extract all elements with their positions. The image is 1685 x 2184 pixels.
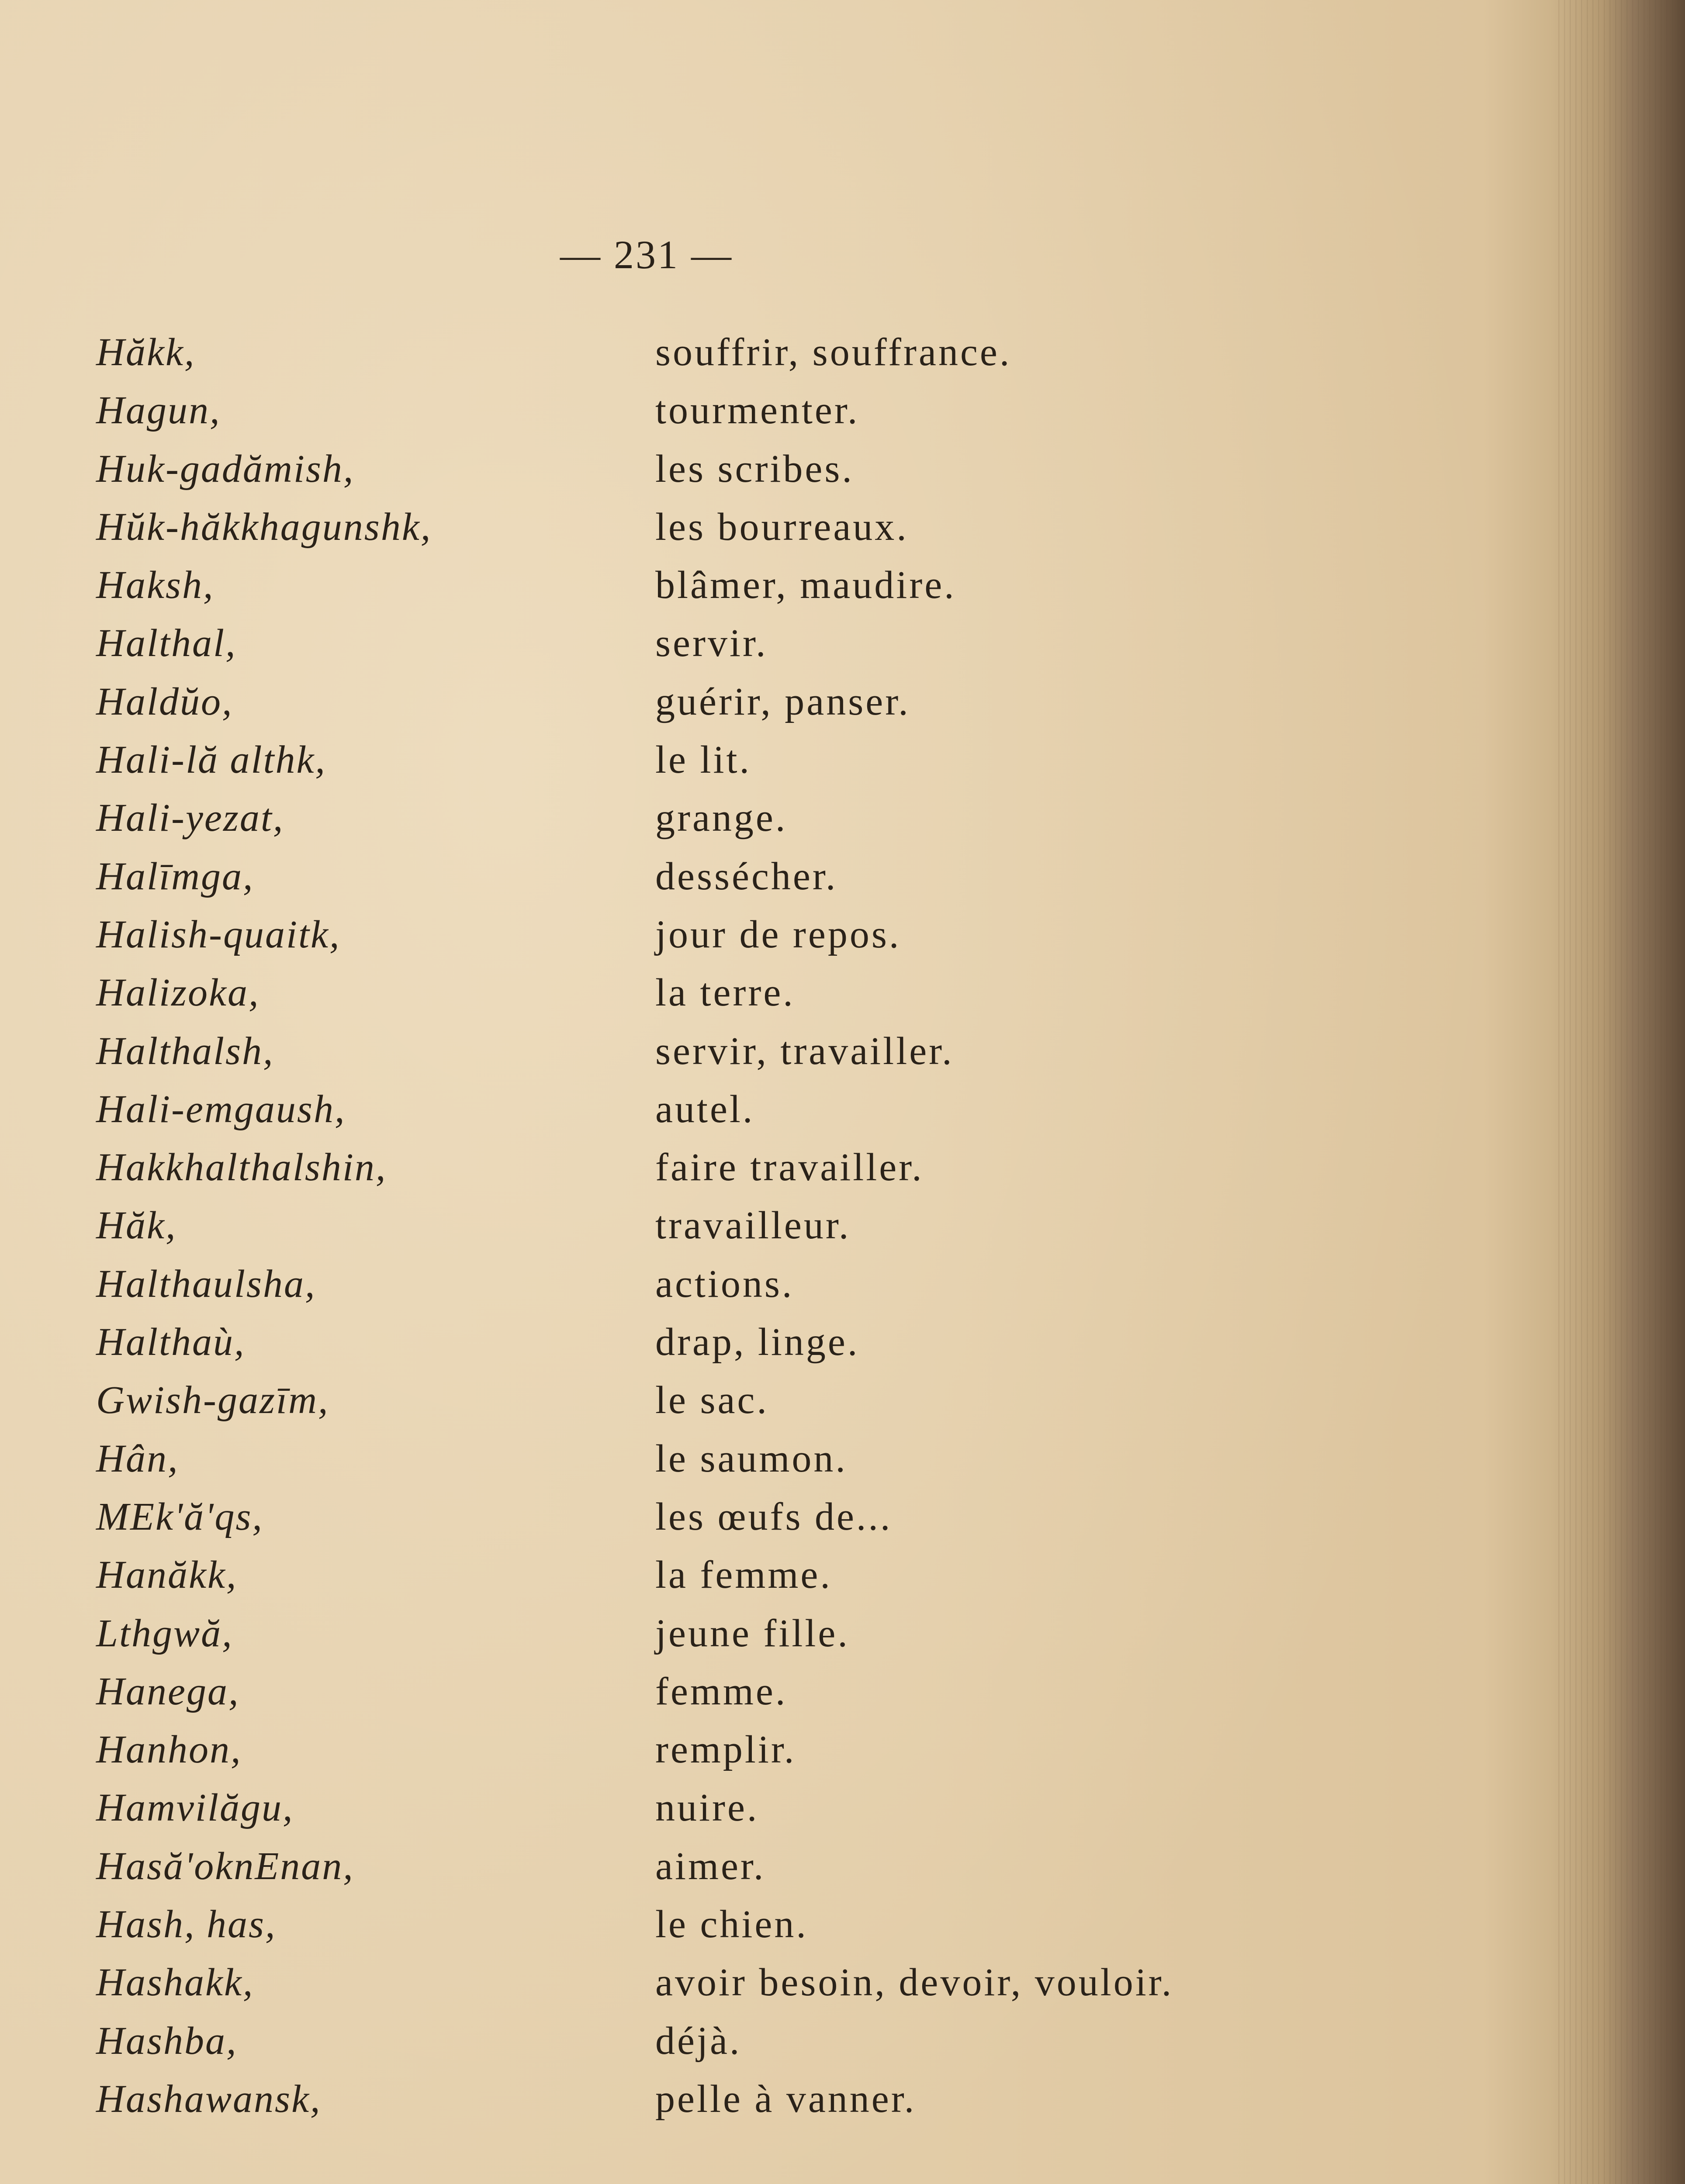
term: Halthaulsha, — [96, 1262, 316, 1306]
list-item — [96, 1080, 1188, 1138]
list-item — [96, 731, 1188, 789]
list-item — [96, 789, 1188, 847]
gloss: dessécher. — [655, 854, 838, 898]
gloss: faire travailler. — [655, 1146, 924, 1189]
term: Hali-emgaush, — [96, 1087, 346, 1131]
term: Hashba, — [96, 2019, 238, 2063]
list-item — [96, 1721, 1188, 1779]
gloss: servir. — [655, 622, 768, 665]
term: Hashakk, — [96, 1961, 254, 2004]
term: Gwish-gazīm, — [96, 1379, 329, 1422]
list-item — [96, 905, 1188, 964]
list-item — [96, 1138, 1188, 1196]
list-item — [96, 1255, 1188, 1313]
list-item — [96, 1662, 1188, 1721]
gloss: pelle à vanner. — [655, 2077, 917, 2121]
list-item — [96, 1196, 1188, 1254]
list-item — [96, 673, 1188, 731]
gloss: le lit. — [655, 738, 751, 782]
list-item — [96, 440, 1188, 498]
list-item — [96, 1430, 1188, 1488]
gloss: aimer. — [655, 1844, 766, 1888]
list-item — [96, 1488, 1188, 1546]
list-item — [96, 1895, 1188, 1953]
term: Hanăkk, — [96, 1553, 238, 1597]
list-item — [96, 1313, 1188, 1371]
list-item — [96, 2012, 1188, 2070]
list-item — [96, 614, 1188, 672]
term: Hanhon, — [96, 1728, 242, 1772]
gloss: le saumon. — [655, 1437, 848, 1480]
term: Halthal, — [96, 622, 237, 665]
term: Hasă'oknEnan, — [96, 1844, 354, 1888]
term: Haksh, — [96, 563, 215, 607]
list-item — [96, 1022, 1188, 1080]
term: Hakkhalthalshin, — [96, 1146, 387, 1189]
gloss: la femme. — [655, 1553, 832, 1597]
gloss: le chien. — [655, 1903, 808, 1946]
list-item — [96, 964, 1188, 1022]
list-item — [96, 323, 1188, 381]
term: Lthgwă, — [96, 1611, 233, 1655]
term: Hăkk, — [96, 331, 196, 374]
gloss: tourmenter. — [655, 389, 860, 432]
gloss: déjà. — [655, 2019, 742, 2063]
gloss: avoir besoin, devoir, vouloir. — [655, 1961, 1174, 2004]
term: Hăk, — [96, 1204, 177, 1248]
term: Hŭk-hăkkhagunshk, — [96, 505, 432, 549]
gloss: remplir. — [655, 1728, 796, 1772]
gloss: les scribes. — [655, 447, 854, 491]
gloss: grange. — [655, 796, 788, 840]
list-item — [96, 847, 1188, 905]
gloss: la terre. — [655, 971, 795, 1015]
list-item — [96, 1837, 1188, 1895]
gloss: les bourreaux. — [655, 505, 909, 549]
gloss: jeune fille. — [655, 1611, 850, 1655]
term: Halthalsh, — [96, 1029, 274, 1073]
term: Hali-lă althk, — [96, 738, 326, 782]
term: Huk-gadămish, — [96, 447, 355, 491]
gloss: les œufs de... — [655, 1495, 893, 1538]
term: MEk'ă'qs, — [96, 1495, 263, 1538]
gloss: souffrir, souffrance. — [655, 331, 1012, 374]
term: Hanega, — [96, 1669, 240, 1713]
gloss: autel. — [655, 1087, 755, 1131]
term: Hali-yezat, — [96, 796, 284, 840]
list-item — [96, 556, 1188, 614]
gloss: femme. — [655, 1669, 788, 1713]
term: Hamvilăgu, — [96, 1786, 294, 1830]
term: Haldŭo, — [96, 680, 233, 723]
list-item — [96, 1546, 1188, 1604]
list-item — [96, 1604, 1188, 1662]
term: Halthaù, — [96, 1320, 246, 1364]
gloss: actions. — [655, 1262, 794, 1306]
list-item — [96, 2070, 1188, 2128]
vocabulary-list — [96, 323, 1188, 2128]
gloss: nuire. — [655, 1786, 759, 1830]
gloss: guérir, panser. — [655, 680, 910, 723]
term: Halīmga, — [96, 854, 254, 898]
list-item — [96, 1779, 1188, 1837]
page-edge-shading — [1554, 0, 1685, 2184]
list-item — [96, 381, 1188, 439]
gloss: servir, travailler. — [655, 1029, 954, 1073]
gloss: drap, linge. — [655, 1320, 860, 1364]
term: Halizoka, — [96, 971, 260, 1015]
term: Hash, has, — [96, 1903, 277, 1946]
gloss: blâmer, maudire. — [655, 563, 956, 607]
term: Halish-quaitk, — [96, 912, 341, 956]
term: Hân, — [96, 1437, 179, 1480]
list-item — [96, 1953, 1188, 2011]
gloss: travailleur. — [655, 1204, 851, 1248]
list-item — [96, 1371, 1188, 1429]
list-item — [96, 498, 1188, 556]
page-number: — 231 — — [560, 232, 733, 277]
gloss: jour de repos. — [655, 912, 901, 956]
term: Hagun, — [96, 389, 221, 432]
term: Hashawansk, — [96, 2077, 322, 2121]
gloss: le sac. — [655, 1379, 769, 1422]
